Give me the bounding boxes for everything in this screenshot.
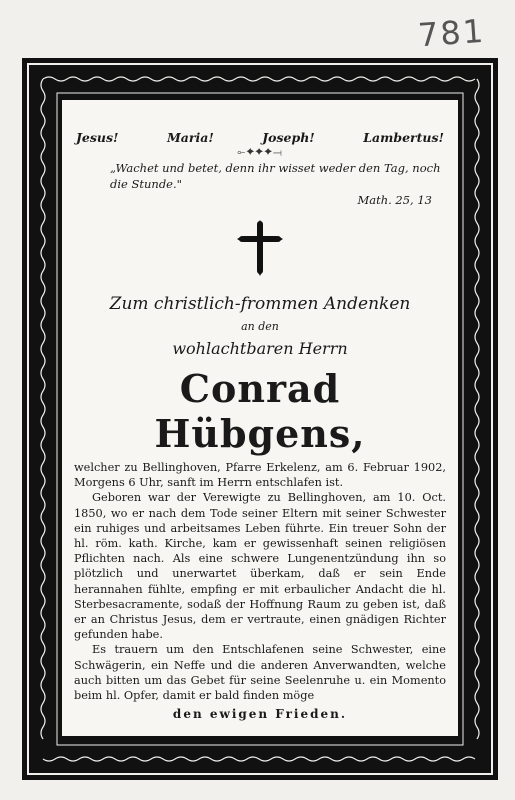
closing-line: den ewigen Frieden.: [172, 707, 348, 722]
dedication: [74, 294, 446, 358]
archive-number: 781: [416, 11, 487, 55]
bible-quote: [110, 160, 442, 208]
obituary-paragraph-3: Es trauern um den Entschlafenen seine Schwester, eine Schwägerin, ein Neffe und die anderen Anverwandten, welche auch bitten um das Gebet für seine Seelenruhe u. ein Momento beim hl. Opfer, damit er bald finden möge: [74, 643, 446, 703]
bible-quote-reference: Math. 25, 13: [357, 193, 432, 207]
invocation-jesus: Jesus!: [76, 130, 119, 145]
invocation-maria: Maria!: [166, 130, 214, 145]
obituary-paragraph-1: welcher zu Bellinghoven, Pfarre Erkelenz, am 6. Februar 1902, Morgens 6 Uhr, sanft im Herrn entschlafen ist.: [74, 461, 446, 490]
cross-icon-wrap: [74, 220, 446, 280]
memorial-card: [62, 100, 458, 736]
cross-icon: [237, 220, 283, 276]
dedication-line-2: an den: [241, 320, 279, 333]
dedication-line-3: wohlachtbaren Herrn: [172, 339, 348, 358]
invocation-joseph: Joseph!: [262, 130, 315, 145]
invocation-lambertus: Lambertus!: [363, 130, 444, 145]
bible-quote-text: „Wachet und betet, denn ihr wisset weder den Tag, noch die Stunde.": [110, 161, 441, 191]
obituary-paragraph-2: Geboren war der Verewigte zu Bellinghoven, am 10. Oct. 1850, wo er nach dem Tode seiner Eltern mit seiner Schwester ein ruhiges und arbeitsames Leben führte. Ein treuer Sohn der hl. röm. kath. Kirche, kam er gewissenhaft seinen religiösen Pflichten nach. Als eine schwere Lungenentzündung ihn so plötzlich und unerwartet überkam, daß er sein Ende herannahen fühlte, empfing er mit erbaulicher Andacht die hl. Sterbesacramente, sodaß der Hoffnung Raum zu geben ist, daß er an Christus Jesus, dem er vertraute, einen gnädigen Richter gefunden habe.: [74, 491, 446, 642]
deceased-name: Conrad Hübgens,: [154, 366, 366, 456]
invocation-line: [74, 130, 446, 145]
ornament-divider: ⟜✦✦✦⟞: [237, 147, 283, 158]
dedication-line-1: Zum christlich-frommen Andenken: [109, 294, 411, 314]
obituary-text: [74, 460, 446, 703]
